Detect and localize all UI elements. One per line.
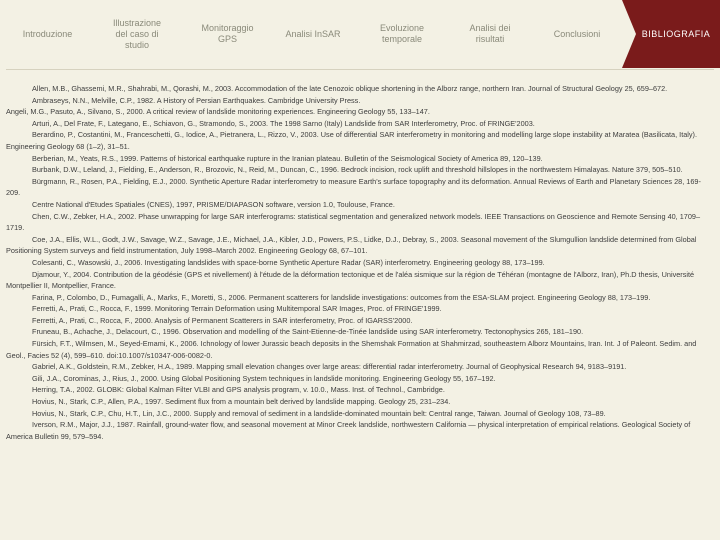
tab-label: Analisi InSAR bbox=[285, 28, 341, 39]
reference-item: Angeli, M.G., Pasuto, A., Silvano, S., 2000. A critical review of landslide monitoring experiences. Engineering Geology 55, 133–147. bbox=[6, 107, 430, 117]
bibliography-list bbox=[6, 83, 711, 442]
tab-label: Introduzione bbox=[22, 28, 73, 39]
reference-item: Herring, T.A., 2002. GLOBK: Global Kalman Filter VLBI and GPS analysis program, v. 10.0., Mass. Inst. of Technol., Cambridge. bbox=[32, 385, 445, 395]
tab-analisi-insar[interactable] bbox=[272, 0, 354, 68]
reference-item: Fruneau, B., Achache, J., Delacourt, C., 1996. Observation and modelling of the Saint-Etienne-de-Tinée landslide using SAR interferometry. Tectonophysics 265, 181–190. bbox=[32, 327, 584, 337]
tab-bibliografia[interactable] bbox=[622, 0, 720, 68]
tab-label: Analisi dei risultati bbox=[469, 23, 511, 44]
tab-label: BIBLIOGRAFIA bbox=[641, 28, 711, 39]
reference-item: Arturi, A., Del Frate, F., Lategano, E., Schiavon, G., Stramondo, S., 2003. The 1998 Sarno (Italy) Landslide from SAR Interferometry, Proc. of FRINGE'2003. bbox=[32, 118, 535, 128]
reference-item: Djamour, Y., 2004. Contribution de la géodésie (GPS et nivellement) à l'étude de la déformation tectonique et de l'aléa sismique sur la région de Téhéran (montagne de l'Alborz, Iran), Ph.D thesis, Université Montpellier II, Montpellier, France. bbox=[6, 269, 695, 291]
reference-item: Gili, J.A., Corominas, J., Rius, J., 2000. Using Global Positioning System techniques in landslide monitoring. Engineering Geology 55, 167–192. bbox=[32, 373, 496, 383]
reference-item: Coe, J.A., Ellis, W.L., Godt, J.W., Savage, W.Z., Savage, J.E., Michael, J.A., Kibler, J.D., Powers, P.S., Lidke, D.J., Debray, S., 2003. Seasonal movement of the Slumgullion landslide determined from Global Positioning System surveys and field instrumentation, July 1998–March 2002. Engineering Geology 68, 67–101. bbox=[6, 234, 697, 256]
reference-item: Colesanti, C., Wasowski, J., 2006. Investigating landslides with space-borne Synthetic Aperture Radar (SAR) interferometry. Engineering geology 88, 173–199. bbox=[32, 257, 545, 267]
tab-analisi-risultati[interactable] bbox=[448, 0, 532, 68]
tab-label: Illustrazione del caso di studio bbox=[112, 17, 162, 50]
reference-item: Hovius, N., Stark, C.P., Allen, P.A., 1997. Sediment flux from a mountain belt derived by landslide mapping. Geology 25, 231–234. bbox=[32, 397, 451, 407]
reference-item: Iverson, R.M., Major, J.J., 1987. Rainfall, ground-water flow, and seasonal movement at Minor Creek landslide, northwestern California — physical interpretation of empirical relations. Geological Society of America Bulletin 99, 579–594. bbox=[6, 420, 691, 441]
tab-monitoraggio-gps[interactable] bbox=[180, 0, 275, 68]
reference-item: Farina, P., Colombo, D., Fumagalli, A., Marks, F., Moretti, S., 2006. Permanent scatterers for landslide investigations: outcomes from the ESA-SLAM project. Engineering Geology 88, 173–199. bbox=[32, 292, 651, 302]
tab-introduzione[interactable] bbox=[0, 0, 95, 68]
reference-item: Fürsich, F.T., Wilmsen, M., Seyed-Emami, K., 2006. Ichnology of lower Jurassic beach deposits in the Shemshak Formation at Shahmirzad, southeastern Alborz Mountains, Iran. Int. J of Paleont. Sedim. and Geol., Facies 52 (4), 599–610. doi:10.1007/s10347-006-0082-0. bbox=[6, 339, 697, 360]
reference-item: Bürgmann, R., Rosen, P.A., Fielding, E.J., 2000. Synthetic Aperture Radar interferometry to measure Earth's surface topography and its deformation. Annual Reviews of Earth and Planetary Sciences 28, 169-209. bbox=[6, 176, 701, 198]
reference-item: Allen, M.B., Ghassemi, M.R., Shahrabi, M., Qorashi, M., 2003. Accommodation of the late Cenozoic oblique shortening in the Alborz range, northern Iran. Journal of Structural Geology 25, 659–672. bbox=[32, 84, 668, 93]
reference-item: Burbank, D.W., Leland, J., Fielding, E., Anderson, R., Brozovic, N., Reid, M., Duncan, C., 1996. Bedrock incision, rock uplift and threshold hillslopes in the northwestern Himalayas. Nature 379, 505–510. bbox=[32, 165, 683, 175]
reference-item: Centre National d'Etudes Spatiales (CNES), 1997, PRISME/DIAPASON software, version 1.0, Toulouse, France. bbox=[32, 199, 395, 209]
reference-item: Ferretti, A., Prati, C., Rocca, F., 1999. Monitoring Terrain Deformation using Multitemporal SAR Images, Proc. of FRINGE'1999. bbox=[32, 304, 442, 314]
reference-item: Ambraseys, N.N., Melville, C.P., 1982. A History of Persian Earthquakes. Cambridge University Press. bbox=[32, 95, 361, 105]
top-navigation bbox=[0, 0, 720, 68]
tab-label: Conclusioni bbox=[553, 28, 601, 39]
tab-label: Monitoraggio GPS bbox=[201, 23, 254, 44]
tab-evoluzione-temporale[interactable] bbox=[358, 0, 446, 68]
divider bbox=[6, 69, 714, 70]
reference-item: Berberian, M., Yeats, R.S., 1999. Patterns of historical earthquake rupture in the Iranian plateau. Bulletin of the Seismological Society of America 89, 120–139. bbox=[32, 153, 543, 163]
reference-item: Gabriel, A.K., Goldstein, R.M., Zebker, H.A., 1989. Mapping small elevation changes over large areas: differential radar interferometry. Journal of Geophysical Research 94, 9183–9191. bbox=[32, 362, 627, 372]
tab-conclusioni[interactable] bbox=[534, 0, 620, 68]
tab-label: Evoluzione temporale bbox=[379, 23, 425, 44]
reference-item: Ferretti, A., Prati, C., Rocca, F., 2000. Analysis of Permanent Scatterers in SAR interferometry, Proc. of IGARSS'2000. bbox=[32, 315, 413, 325]
reference-item: Chen, C.W., Zebker, H.A., 2002. Phase unwrapping for large SAR interferograms: statistical segmentation and generalized network models. IEEE Transactions on Geoscience and Remote Sensing 40, 1709–1719. bbox=[6, 211, 701, 233]
reference-item: Berardino, P., Costantini, M., Franceschetti, G., Iodice, A., Pietranera, L., Rizzo, V., 2003. Use of differential SAR interferometry in monitoring and modelling large slope instability at Maratea (Basilicata, Italy). Engineering Geology 68 (1–2), 31–51. bbox=[6, 130, 698, 151]
tab-illustrazione[interactable] bbox=[96, 0, 178, 68]
reference-item: Hovius, N., Stark, C.P., Chu, H.T., Lin, J.C., 2000. Supply and removal of sediment in a landslide-dominated mountain belt: Central range, Taiwan. Journal of Geology 108, 73–89. bbox=[32, 408, 606, 418]
